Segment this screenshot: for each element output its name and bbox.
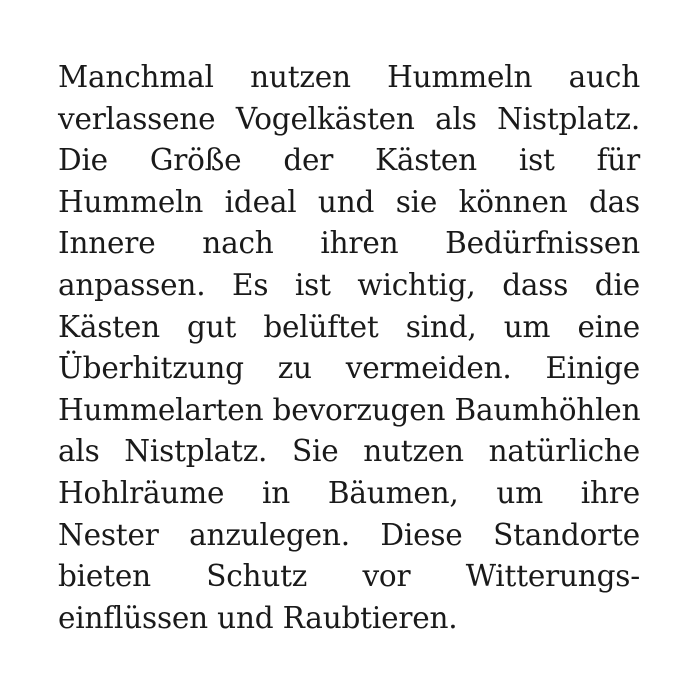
text-line: Hohlräume in Bäumen, um ihre <box>58 475 640 510</box>
text-line: anpassen. Es ist wichtig, dass die <box>58 267 640 302</box>
text-line: bieten Schutz vor Witterungs- <box>58 559 640 594</box>
text-line: Nester anzulegen. Diese Standorte <box>58 517 640 552</box>
text-line: Hummelarten bevorzugen Baumhöhlen <box>58 392 641 427</box>
text-line: Überhitzung zu vermeiden. Einige <box>58 351 640 386</box>
text-line: einflüssen und Raubtieren. <box>58 600 458 635</box>
text-line: verlassene Vogelkästen als Nistplatz. <box>58 101 640 136</box>
text-line: Die Größe der Kästen ist für <box>58 143 640 178</box>
text-line: Hummeln ideal und sie können das <box>58 184 640 219</box>
text-line: als Nistplatz. Sie nutzen natürliche <box>58 434 640 469</box>
body-paragraph <box>58 57 640 639</box>
text-line: Manchmal nutzen Hummeln auch <box>58 60 640 94</box>
text-line: Kästen gut belüftet sind, um eine <box>58 309 640 344</box>
text-line: Innere nach ihren Bedürfnissen <box>58 226 640 261</box>
